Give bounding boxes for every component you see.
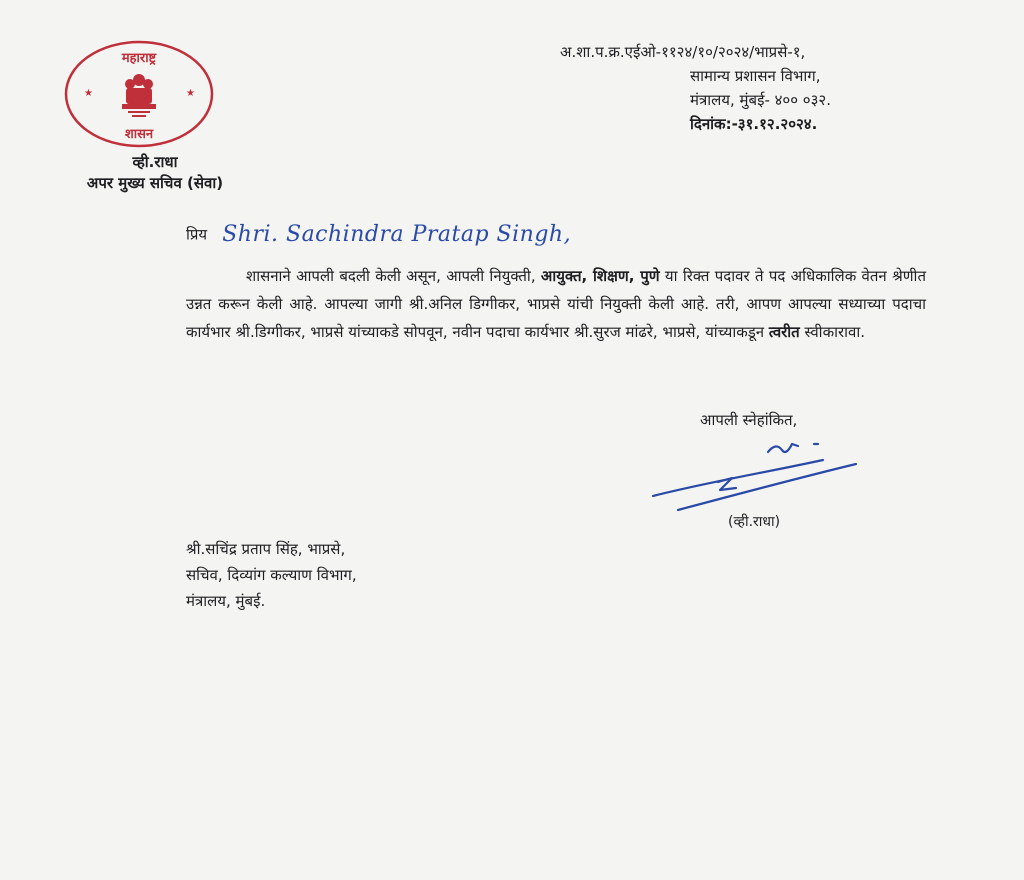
seal-bottom-text: शासन bbox=[124, 127, 154, 142]
signature-scribble-icon bbox=[648, 430, 868, 520]
sender-title: अपर मुख्य सचिव (सेवा) bbox=[86, 174, 224, 192]
signatory-name: (व्ही.राधा) bbox=[728, 514, 781, 530]
reference-number: अ.शा.प.क्र.एईओ-११२४/१०/२०२४/भाप्रसे-१, bbox=[560, 43, 806, 61]
body-paragraph bbox=[186, 262, 926, 346]
maharashtra-government-seal bbox=[62, 38, 216, 150]
sender-name: व्ही.राधा bbox=[132, 153, 178, 171]
recipient-line-1: श्री.सचिंद्र प्रताप सिंह, भाप्रसे, bbox=[186, 540, 346, 558]
handwritten-signature bbox=[648, 430, 868, 520]
salutation bbox=[186, 222, 571, 247]
body-text-part1: शासनाने आपली बदली केली असून, आपली नियुक्ती, bbox=[246, 267, 541, 285]
svg-text:★: ★ bbox=[84, 88, 93, 99]
letter-body bbox=[186, 262, 926, 346]
recipient-line-2: सचिव, दिव्यांग कल्याण विभाग, bbox=[186, 566, 357, 584]
svg-text:★: ★ bbox=[186, 88, 195, 99]
salutation-prefix: प्रिय bbox=[186, 225, 208, 244]
seal-top-text: महाराष्ट्र bbox=[121, 51, 157, 66]
reference-date: दिनांक:-३१.१२.२०२४. bbox=[690, 115, 818, 133]
body-bold-posting: आयुक्त, शिक्षण, पुणे bbox=[540, 267, 660, 285]
body-text-part3: स्वीकारावा. bbox=[799, 323, 865, 341]
recipient-line-3: मंत्रालय, मुंबई. bbox=[186, 592, 266, 610]
recipient-address bbox=[186, 536, 357, 614]
sender-block bbox=[40, 152, 270, 194]
salutation-handwritten-name: Shri. Sachindra Pratap Singh, bbox=[222, 222, 572, 247]
body-text-part2: या रिक्त पदावर ते पद अधिकालिक वेतन श्रेणीत उन्नत करून केली आहे. आपल्या जागी श्री.अनिल डिग्गीकर, भाप्रसे यांची नियुक्ती केली आहे. तरी, आपण आपल्या सध्याच्या पदाचा कार्यभार श्री.डिग्गीकर, भाप्रसे यांच्याकडे सोपवून, नवीन पदाचा कार्यभार श्री.सुरज मांढरे, भाप्रसे, यांच्याकडून bbox=[186, 267, 926, 341]
reference-address: मंत्रालय, मुंबई- ४०० ०३२. bbox=[690, 91, 831, 109]
reference-department: सामान्य प्रशासन विभाग, bbox=[690, 67, 821, 85]
body-bold-urgent: त्वरीत bbox=[768, 323, 800, 341]
reference-block bbox=[560, 40, 900, 136]
closing-text: आपली स्नेहांकित, bbox=[700, 411, 798, 429]
seal-emblem-icon bbox=[62, 38, 216, 150]
